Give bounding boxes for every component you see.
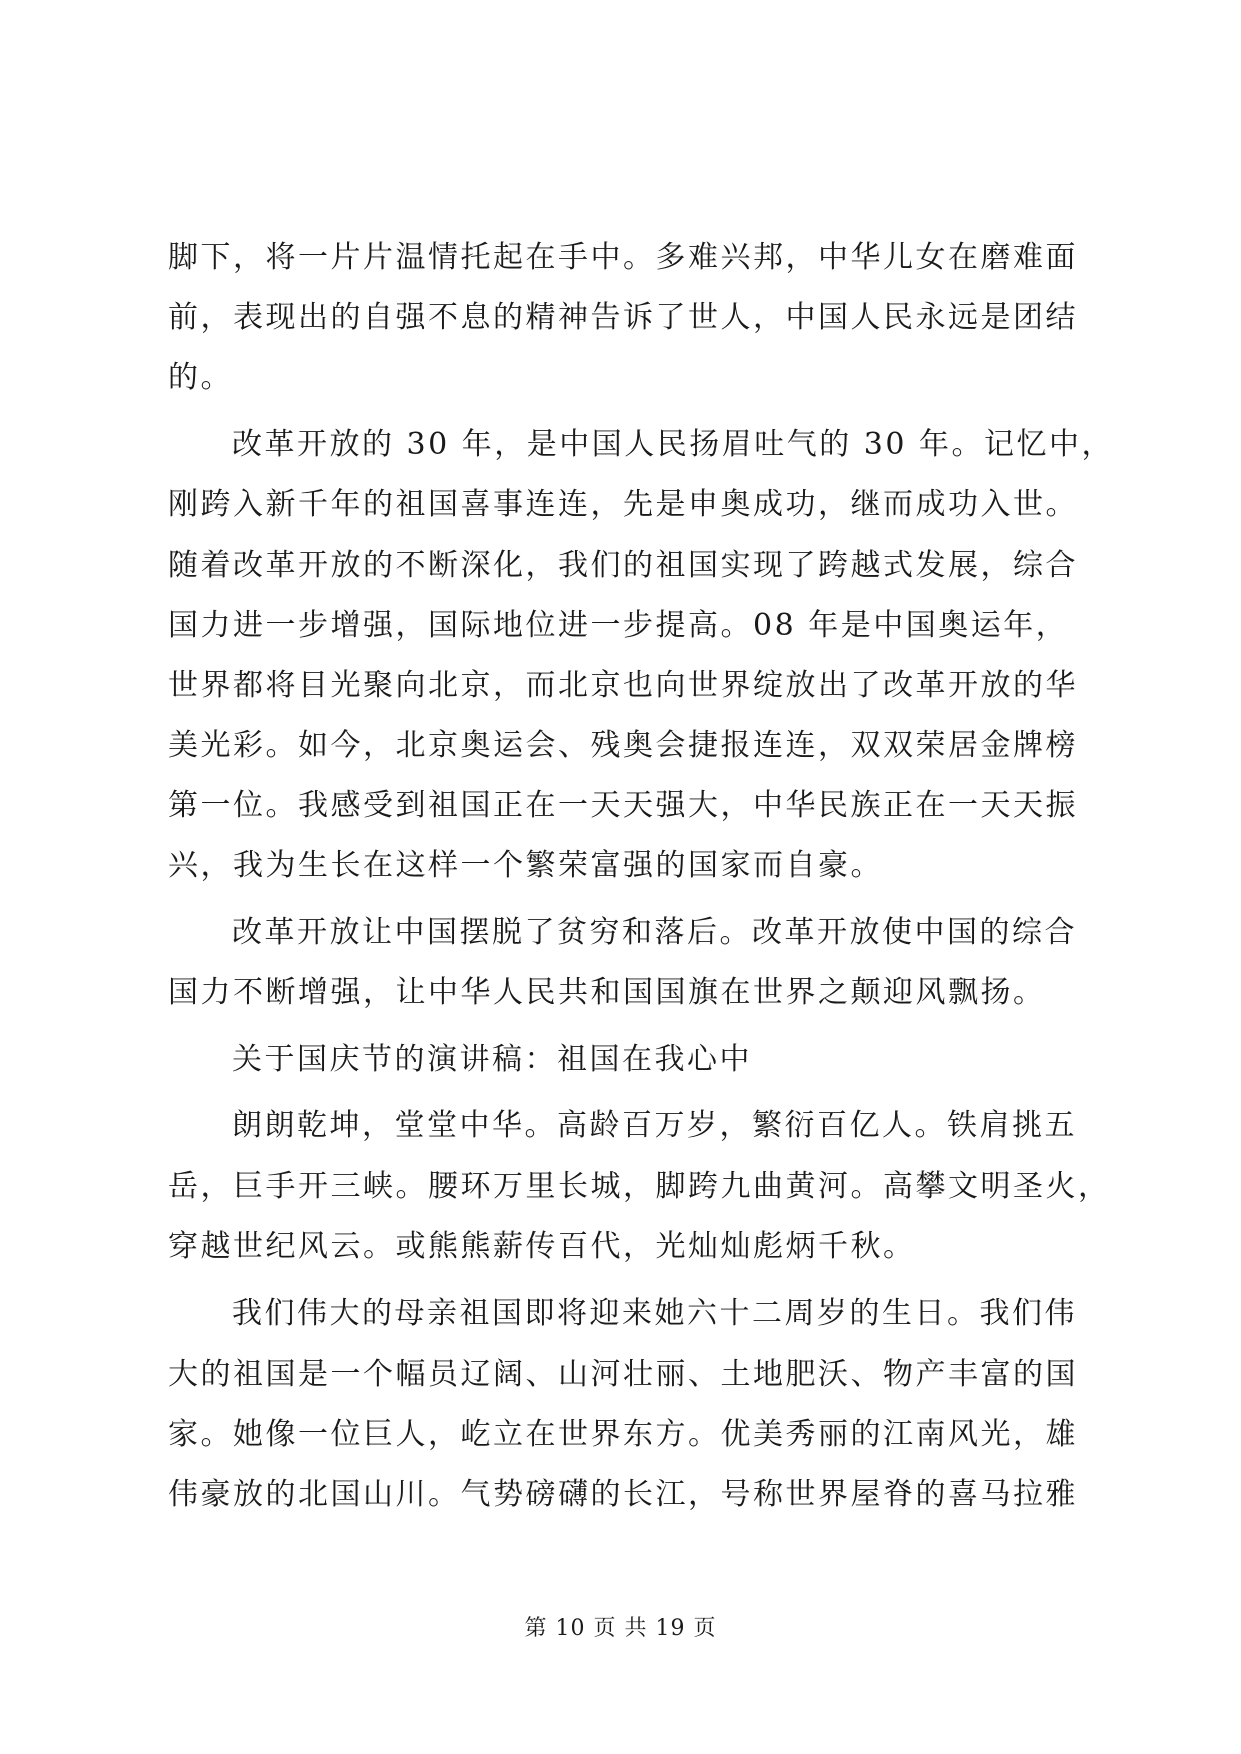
text-line: 前，表现出的自强不息的精神告诉了世人，中国人民永远是团结 bbox=[168, 300, 1078, 335]
section-heading: 关于国庆节的演讲稿：祖国在我心中 bbox=[232, 1042, 752, 1077]
text-line: 伟豪放的北国山川。气势磅礴的长江，号称世界屋脊的喜马拉雅 bbox=[168, 1477, 1078, 1512]
text-line: 改革开放让中国摆脱了贫穷和落后。改革开放使中国的综合 bbox=[232, 915, 1077, 950]
text-line: 我们伟大的母亲祖国即将迎来她六十二周岁的生日。我们伟 bbox=[232, 1296, 1077, 1331]
text-line: 岳，巨手开三峡。腰环万里长城，脚跨九曲黄河。高攀文明圣火， bbox=[168, 1169, 1111, 1204]
page-number-footer: 第 10 页 共 19 页 bbox=[524, 1616, 717, 1641]
text-line: 世界都将目光聚向北京，而北京也向世界绽放出了改革开放的华 bbox=[168, 668, 1078, 703]
text-line: 兴，我为生长在这样一个繁荣富强的国家而自豪。 bbox=[168, 848, 883, 883]
text-line: 脚下，将一片片温情托起在手中。多难兴邦，中华儿女在磨难面 bbox=[168, 240, 1078, 275]
text-line: 美光彩。如今，北京奥运会、残奥会捷报连连，双双荣居金牌榜 bbox=[168, 728, 1078, 763]
text-line: 家。她像一位巨人，屹立在世界东方。优美秀丽的江南风光，雄 bbox=[168, 1417, 1078, 1452]
text-line: 的。 bbox=[168, 360, 233, 395]
text-line: 国力进一步增强，国际地位进一步提高。08 年是中国奥运年， bbox=[168, 608, 1069, 643]
text-line: 第一位。我感受到祖国正在一天天强大，中华民族正在一天天振 bbox=[168, 788, 1078, 823]
text-line: 改革开放的 30 年，是中国人民扬眉吐气的 30 年。记忆中， bbox=[232, 427, 1114, 462]
text-line: 大的祖国是一个幅员辽阔、山河壮丽、土地肥沃、物产丰富的国 bbox=[168, 1357, 1078, 1392]
text-line: 穿越世纪风云。或熊熊薪传百代，光灿灿彪炳千秋。 bbox=[168, 1229, 916, 1264]
text-line: 朗朗乾坤，堂堂中华。高龄百万岁，繁衍百亿人。铁肩挑五 bbox=[232, 1108, 1077, 1143]
text-line: 随着改革开放的不断深化，我们的祖国实现了跨越式发展，综合 bbox=[168, 548, 1078, 583]
text-line: 国力不断增强，让中华人民共和国国旗在世界之颠迎风飘扬。 bbox=[168, 975, 1046, 1010]
text-line: 刚跨入新千年的祖国喜事连连，先是申奥成功，继而成功入世。 bbox=[168, 487, 1078, 522]
